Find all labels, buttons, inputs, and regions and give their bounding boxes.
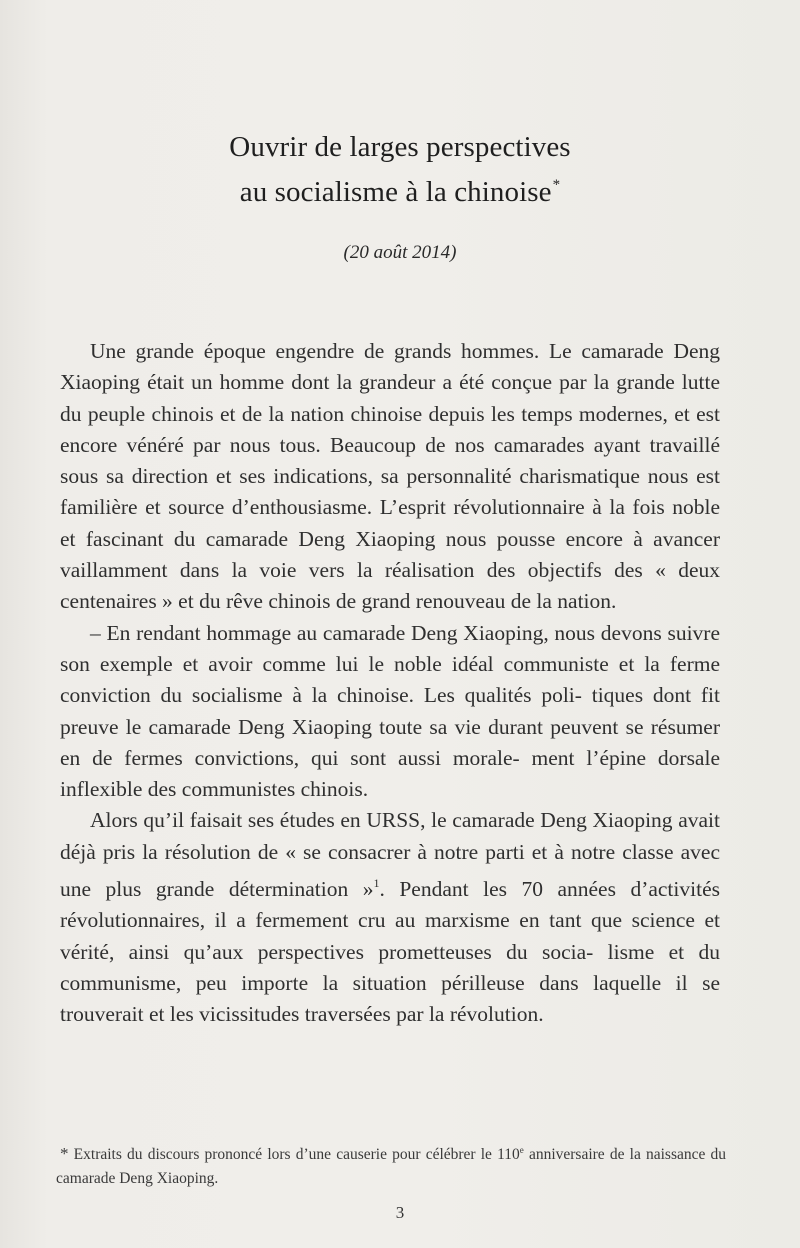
title-line-2 [0, 166, 800, 211]
footnote-ref-1[interactable]: 1 [373, 876, 380, 891]
p3-line-2: avait déjà pris la résolution de « se consacrer à notre parti et à notre [60, 808, 721, 864]
p2-line-6: ment l’épine dorsale inflexible des communistes chinois. [60, 745, 720, 802]
paragraph-3 [60, 805, 720, 1030]
paragraph-1 [60, 336, 720, 618]
title-footnote-marker: * [552, 177, 561, 193]
title-line-2-text: au socialisme à la chinoise [239, 176, 552, 208]
footnote-line-2: la naissance du camarade Deng Xiaoping. [56, 1146, 727, 1187]
p2-line-1: – En rendant hommage au camarade Deng Xiaoping, nous devons [90, 620, 662, 645]
p1-line-2: Deng Xiaoping était un homme dont la grandeur a été conçue par [60, 339, 721, 395]
chapter-title [0, 128, 800, 211]
body-text [60, 336, 720, 1031]
footnote [56, 1138, 726, 1191]
footnote-text: Extraits du discours prononcé lors d’une causerie pour célébrer le 110 [73, 1146, 520, 1163]
p3-line-3: classe avec une plus grande détermination » [60, 839, 721, 902]
p2-line-2: suivre son exemple et avoir comme lui le noble idéal communiste [60, 620, 721, 676]
p3-line-7: laquelle il se trouverait et les vicissitudes traversées par la révolution. [60, 970, 721, 1027]
page-number: 3 [395, 1203, 405, 1222]
p3-line-4: d’activités révolutionnaires, il a fermement cru au marxisme en tant [60, 877, 720, 933]
p3-line-1: Alors qu’il faisait ses études en URSS, le camarade Deng Xiaoping [90, 808, 673, 833]
speech-date: (20 août 2014) [343, 242, 457, 263]
p1-line-5: nos camarades ayant travaillé sous sa direction et ses indications, sa [60, 432, 720, 489]
p2-line-3: et la ferme conviction du socialisme à la chinoise. Les qualités poli- [60, 651, 720, 708]
p1-line-1: Une grande époque engendre de grands hommes. Le camarade [90, 339, 664, 363]
title-line-1: Ouvrir de larges perspectives [229, 131, 571, 163]
p2-line-4: tiques dont fit preuve le camarade Deng Xiaoping toute sa vie durant [60, 683, 721, 739]
p1-line-3: la grande lutte du peuple chinois et de la nation chinoise depuis les [60, 370, 720, 426]
p1-line-7: L’esprit révolutionnaire à la fois noble et fascinant du camarade Deng [60, 495, 720, 551]
p2-line-5: peuvent se résumer en de fermes convictions, qui sont aussi morale- [60, 714, 720, 770]
p1-line-4: temps modernes, et est encore vénéré par nous tous. Beaucoup de [60, 401, 721, 457]
p3-line-6: lisme et du communisme, peu importe la situation périlleuse dans [60, 939, 720, 995]
p1-line-10: de grand renouveau de la nation. [335, 589, 617, 614]
footnote-marker: * [60, 1144, 69, 1163]
p1-line-8: Xiaoping nous pousse encore à avancer vaillamment dans la voie vers [60, 526, 720, 583]
p3-line-3-tail: . Pendant les 70 années [379, 877, 616, 902]
paragraph-2 [60, 618, 720, 806]
p1-line-9: la réalisation des objectifs des « deux centenaires » et du rêve chinois [60, 558, 721, 614]
p3-line-5: que science et vérité, ainsi qu’aux perspectives prometteuses du socia- [60, 908, 721, 964]
p1-line-6: personnalité charismatique nous est familière et source d’enthousiasme. [60, 464, 721, 520]
footnote-superscript: e [519, 1145, 524, 1155]
footnote-text-after: anniversaire de [528, 1146, 625, 1163]
